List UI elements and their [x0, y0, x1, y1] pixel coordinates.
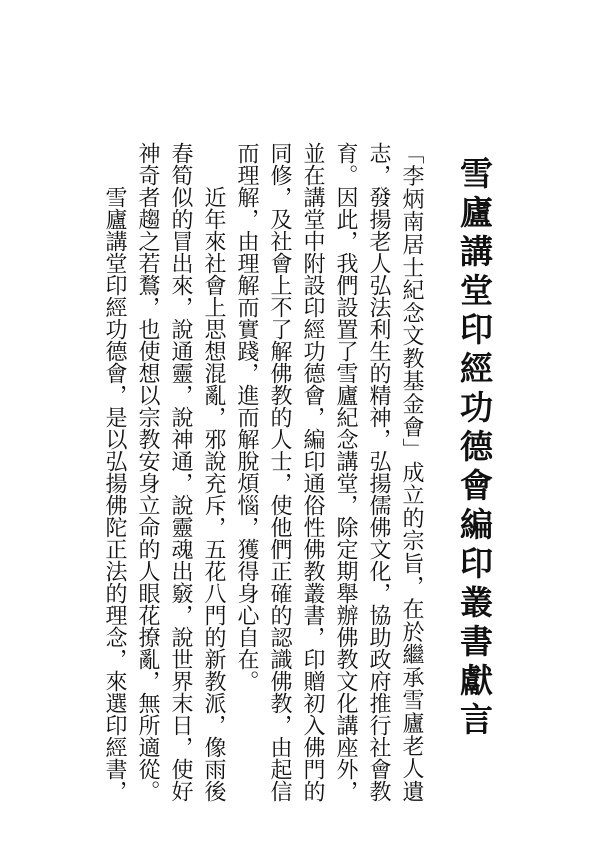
paragraph: 近年來社會上思想混亂，邪說充斥，五花八門的新教派，像雨後春筍似的冒出來，說通靈，說神通，說靈魂出竅，說世界末日，使好神奇者趨之若鶩，也使想以宗教安身立命的人眼花撩亂，無所適從。	[135, 142, 226, 802]
paragraph: 雪廬講堂印經功德會，是以弘揚佛陀正法的理念，來選印經書，	[102, 186, 127, 802]
page-title: 雪廬講堂印經功德會編印叢書獻言	[455, 156, 494, 741]
paragraph: 「李炳南居士紀念文教基金會」成立的宗旨，在於繼承雪廬老人遺志，發揚老人弘法利生的精神，弘揚儒佛文化，協助政府推行社會教育。因此，我們設置了雪廬紀念講堂，除定期舉辦佛教文化講座外，並在講堂中附設印經功德會，編印通俗性佛教叢書，印贈初入佛門的同修，及社會上不了解佛教的人士，使他們正確的認識佛教，由起信而理解，由理解而實踐，進而解脫煩惱，獲得身心自在。	[234, 142, 424, 802]
body-text	[98, 142, 428, 802]
